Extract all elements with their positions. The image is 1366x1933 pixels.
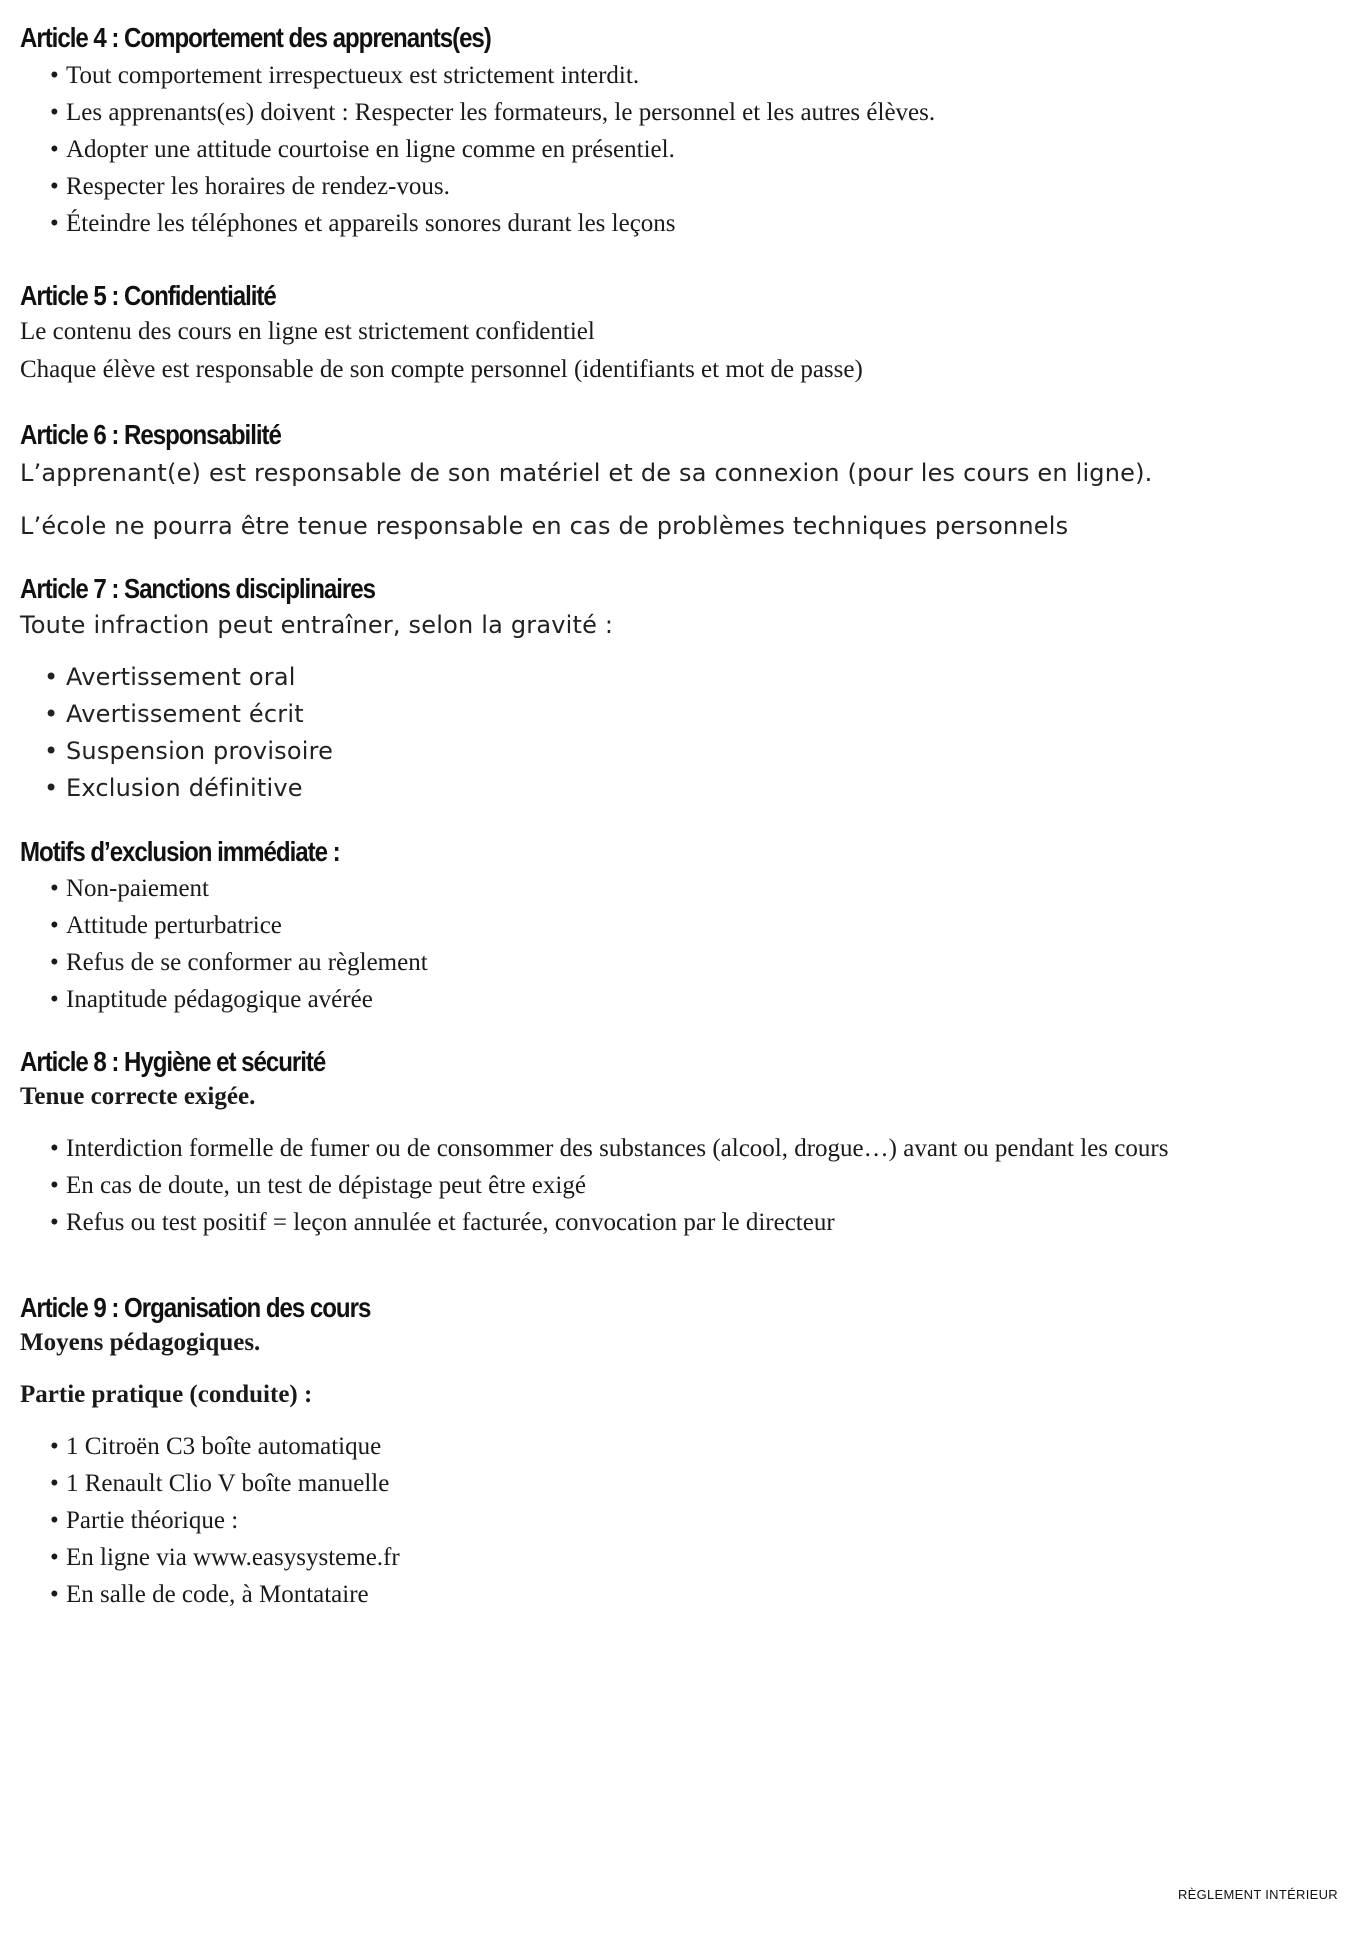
list-item: • Adopter une attitude courtoise en ligne comme en présentiel. [20, 131, 1346, 168]
list-item: • Partie théorique : [20, 1502, 1346, 1539]
exclusion-title: Motifs d’exclusion immédiate : [20, 836, 340, 867]
article-5-section [20, 280, 1346, 389]
article-7-list [20, 659, 1346, 807]
article-6-section [20, 419, 1346, 544]
list-item: • Refus ou test positif = leçon annulée et facturée, convocation par le directeur [20, 1204, 1346, 1241]
list-item: • Suspension provisoire [20, 733, 1346, 770]
list-item: • Éteindre les téléphones et appareils sonores durant les leçons [20, 205, 1346, 242]
article-9-section [20, 1292, 1346, 1613]
list-item: • Les apprenants(es) doivent : Respecter les formateurs, le personnel et les autres élèves. [20, 94, 1346, 131]
article-7-section [20, 573, 1346, 807]
footer-label: RÈGLEMENT INTÉRIEUR [1177, 1887, 1338, 1902]
article-5-line: Chaque élève est responsable de son compte personnel (identifiants et mot de passe) [20, 356, 863, 383]
list-item: • Interdiction formelle de fumer ou de consommer des substances (alcool, drogue…) avant ou pendant les cours [20, 1130, 1346, 1167]
list-item: • Avertissement écrit [20, 696, 1346, 733]
article-9-list [20, 1428, 1346, 1613]
list-item: • En ligne via www.easysysteme.fr [20, 1539, 1346, 1576]
article-6-line: L’apprenant(e) est responsable de son matériel et de sa connexion (pour les cours en ligne). [20, 459, 1153, 487]
article-7-intro: Toute infraction peut entraîner, selon la gravité : [20, 611, 614, 639]
list-item: • Avertissement oral [20, 659, 1346, 696]
article-8-subtitle: Tenue correcte exigée. [20, 1083, 256, 1110]
article-6-title: Article 6 : Responsabilité [20, 419, 281, 450]
article-8-section [20, 1046, 1346, 1241]
list-item: • En salle de code, à Montataire [20, 1576, 1346, 1613]
list-item: • Non-paiement [20, 870, 1346, 907]
article-6-line: L’école ne pourra être tenue responsable en cas de problèmes techniques personnels [20, 512, 1069, 540]
article-5-line: Le contenu des cours en ligne est strictement confidentiel [20, 318, 595, 345]
article-4-list [20, 57, 1346, 242]
article-4-title: Article 4 : Comportement des apprenants(es) [20, 22, 491, 53]
article-9-practical-title: Partie pratique (conduite) : [20, 1381, 313, 1408]
list-item: • 1 Citroën C3 boîte automatique [20, 1428, 1346, 1465]
list-item: • En cas de doute, un test de dépistage peut être exigé [20, 1167, 1346, 1204]
list-item: • Refus de se conformer au règlement [20, 944, 1346, 981]
article-9-title: Article 9 : Organisation des cours [20, 1292, 371, 1323]
list-item: • Attitude perturbatrice [20, 907, 1346, 944]
list-item: • Respecter les horaires de rendez-vous. [20, 168, 1346, 205]
article-8-title: Article 8 : Hygiène et sécurité [20, 1046, 326, 1077]
article-5-title: Article 5 : Confidentialité [20, 280, 276, 311]
exclusion-list [20, 870, 1346, 1018]
list-item: • Tout comportement irrespectueux est strictement interdit. [20, 57, 1346, 94]
list-item: • Exclusion définitive [20, 770, 1346, 807]
article-4-section [20, 22, 1346, 242]
list-item: • Inaptitude pédagogique avérée [20, 981, 1346, 1018]
article-7-title: Article 7 : Sanctions disciplinaires [20, 573, 375, 604]
exclusion-section [20, 836, 1346, 1018]
article-9-subtitle: Moyens pédagogiques. [20, 1329, 261, 1356]
article-8-list [20, 1130, 1346, 1241]
list-item: • 1 Renault Clio V boîte manuelle [20, 1465, 1346, 1502]
